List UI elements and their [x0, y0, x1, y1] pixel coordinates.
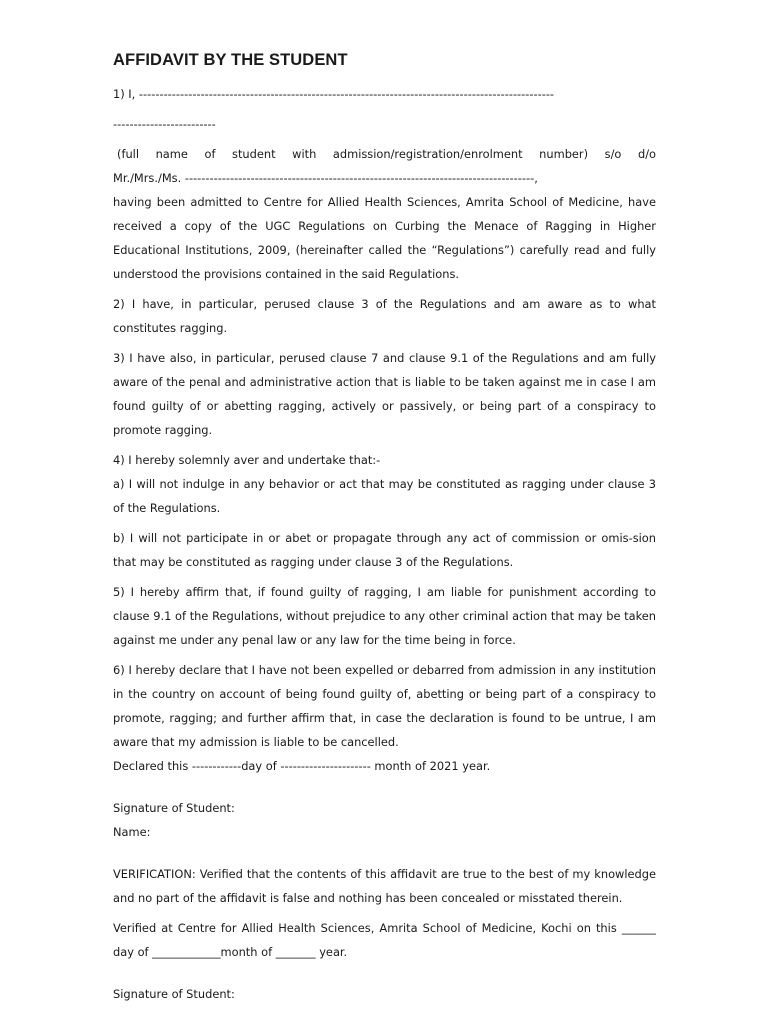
signature-of-student-2: Signature of Student: — [113, 987, 235, 1001]
paragraph-4a: a) I will not indulge in any behavior or act that may be constituted as ragging under clause 3 of the Regulations. — [113, 477, 656, 515]
document-title: AFFIDAVIT BY THE STUDENT — [113, 51, 348, 69]
paragraph-4: 4) I hereby solemnly aver and undertake that:- — [113, 453, 381, 467]
name-blank-line: 1) I, ----------------------------------------------------------------------------------------------------- — [113, 87, 555, 101]
paragraph-6: 6) I hereby declare that I have not been expelled or debarred from admission in any institution in the country on account of being found guilty of, abetting or being part of a conspiracy to promote, ragging; and further affirm that, in case the declaration is found to be untrue, I am aware that my admission is liable to be cancelled. — [113, 663, 656, 749]
declaration-date-line: Declared this ------------day of ---------------------- month of 2021 year. — [113, 759, 491, 773]
student-details-line: (full name of student with admission/registration/enrolment number) s/o d/o — [117, 147, 656, 161]
paragraph-2: 2) I have, in particular, perused clause 3 of the Regulations and am aware as to what constitutes ragging. — [113, 297, 656, 335]
verified-at-paragraph: Verified at Centre for Allied Health Sciences, Amrita School of Medicine, Kochi on this ______ day of ____________month of _______ year. — [113, 921, 656, 959]
paragraph-4b: b) I will not participate in or abet or propagate through any act of commission or omis-sion that may be constituted as ragging under clause 3 of the Regulations. — [113, 531, 656, 569]
name-blank-continuation: ------------------------- — [113, 117, 216, 131]
verification-paragraph: VERIFICATION: Verified that the contents of this affidavit are true to the best of my knowledge and no part of the affidavit is false and nothing has been concealed or misstated therein. — [113, 867, 656, 905]
affidavit-page — [113, 48, 656, 1006]
paragraph-3: 3) I have also, in particular, perused clause 7 and clause 9.1 of the Regulations and am fully aware of the penal and administrative action that is liable to be taken against me in case I am found guilty of or abetting ragging, actively or passively, or being part of a conspiracy to promote ragging. — [113, 351, 656, 437]
paragraph-5: 5) I hereby affirm that, if found guilty of ragging, I am liable for punishment according to clause 9.1 of the Regulations, without prejudice to any other criminal action that may be taken against me under any penal law or any law for the time being in force. — [113, 585, 656, 647]
signature-of-student-1: Signature of Student: — [113, 801, 235, 815]
parent-name-line: Mr./Mrs./Ms. -------------------------------------------------------------------------------------, — [113, 171, 538, 185]
paragraph-1-body: having been admitted to Centre for Allied Health Sciences, Amrita School of Medicine, have received a copy of the UGC Regulations on Curbing the Menace of Ragging in Higher Educational Institutions, 2009, (hereinafter called the “Regulations”) carefully read and fully understood the provisions contained in the said Regulations. — [113, 195, 656, 281]
student-name-label: Name: — [113, 825, 151, 839]
